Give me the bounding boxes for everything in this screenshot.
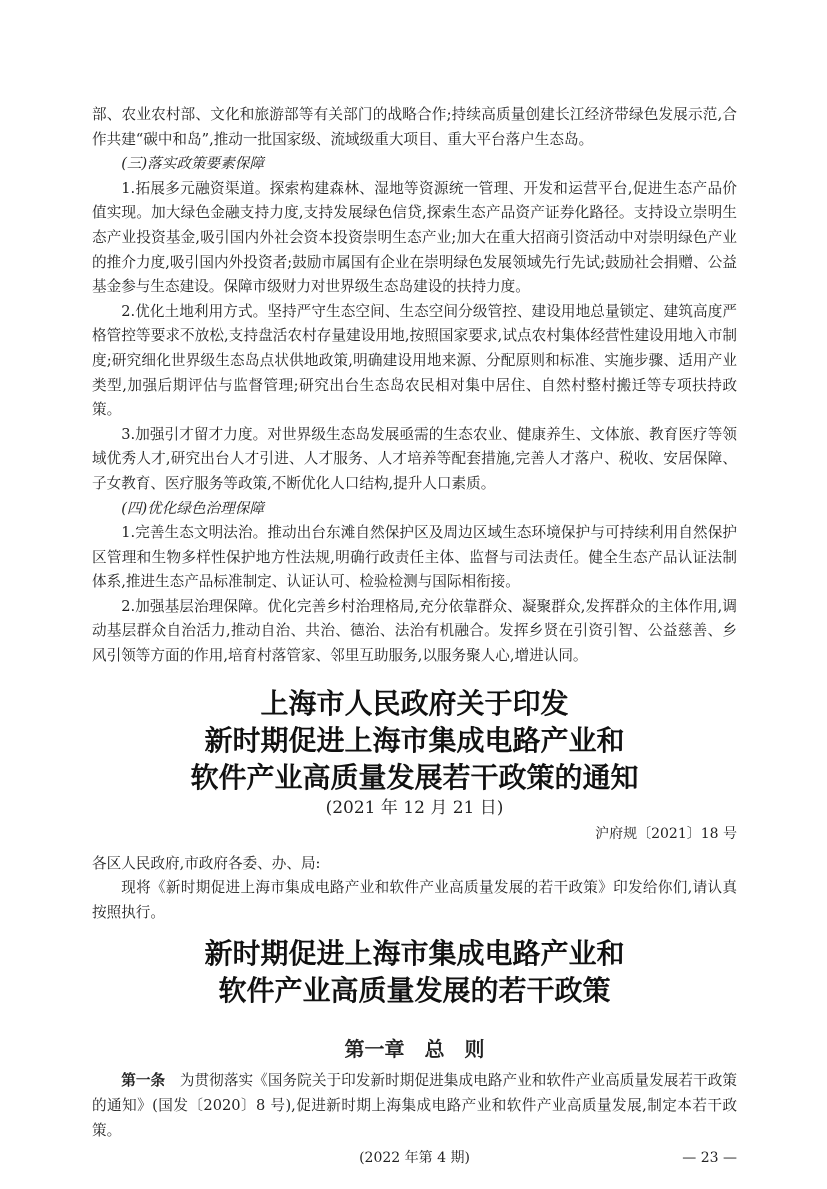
paragraph: 3.加强引才留才力度。对世界级生态岛发展亟需的生态农业、健康养生、文体旅、教育医疗等领域优秀人才,研究出台人才引进、人才服务、人才培养等配套措施,完善人才落户、税收、安居保障、子女教育、医疗服务等政策,不断优化人口结构,提升人口素质。 — [92, 425, 737, 492]
paragraph: 2.优化土地利用方式。坚持严守生态空间、生态空间分级管控、建设用地总量锁定、建筑高度严格管控等要求不放松,支持盘活农村存量建设用地,按照国家要求,试点农村集体经营性建设用地入市制度;研究细化世界级生态岛点状供地政策,明确建设用地来源、分配原则和标准、实施步骤、适用产业类型,加强后期评估与监督管理;研究出台生态岛农民相对集中居住、自然村整村搬迁等专项扶持政策。 — [92, 302, 737, 419]
article-label: 第一条 — [121, 1072, 166, 1090]
title-line: 软件产业高质量发展若干政策的通知 — [190, 760, 639, 794]
page-number: — 23 — — [682, 1150, 737, 1167]
notice-body — [92, 852, 737, 926]
section-heading: (四)优化绿色治理保障 — [121, 499, 264, 517]
paragraph: 部、农业农村部、文化和旅游部等有关部门的战略合作;持续高质量创建长江经济带绿色发展示范,合作共建“碳中和岛”,推动一批国家级、流域级重大项目、重大平台落户生态岛。 — [92, 106, 737, 148]
title-line: 上海市人民政府关于印发 — [260, 686, 569, 720]
document-number: 沪府规〔2021〕18 号 — [595, 825, 737, 842]
article-1 — [92, 1069, 737, 1143]
notice-title — [92, 685, 737, 796]
title-line: 软件产业高质量发展的若干政策 — [218, 974, 611, 1008]
issue-footer: (2022 年第 4 期) — [359, 1150, 470, 1167]
salutation: 各区人民政府,市政府各委、办、局: — [92, 854, 321, 872]
notice-date: (2021 年 12 月 21 日) — [325, 797, 504, 818]
policy-title — [92, 935, 737, 1009]
title-line: 新时期促进上海市集成电路产业和 — [204, 723, 625, 757]
paragraph: 2.加强基层治理保障。优化完善乡村治理格局,充分依靠群众、凝聚群众,发挥群众的主体作用,调动基层群众自治活力,推动自治、共治、德治、法治有机融合。发挥乡贤在引资引智、公益慈善、乡风引领等方面的作用,培育村落管家、邻里互助服务,以服务聚人心,增进认同。 — [92, 597, 737, 665]
previous-article-section — [92, 103, 737, 669]
title-line: 新时期促进上海市集成电路产业和 — [204, 937, 625, 971]
section-heading: (三)落实政策要素保障 — [121, 155, 264, 173]
chapter-heading: 第一章 总 则 — [344, 1037, 485, 1062]
paragraph: 现将《新时期促进上海市集成电路产业和软件产业高质量发展的若干政策》印发给你们,请认真按照执行。 — [92, 879, 737, 921]
article-text: 为贯彻落实《国务院关于印发新时期促进集成电路产业和软件产业高质量发展若干政策的通知》(国发〔2020〕8 号),促进新时期上海集成电路产业和软件产业高质量发展,制定本若干政策。 — [92, 1072, 737, 1139]
paragraph: 1.完善生态文明法治。推动出台东滩自然保护区及周边区域生态环境保护与可持续利用自然保护区管理和生物多样性保护地方性法规,明确行政责任主体、监督与司法责任。健全生态产品认证法制体系,推进生态产品标准制定、认证认可、检验检测与国际相衔接。 — [92, 524, 737, 591]
paragraph: 1.拓展多元融资渠道。探索构建森林、湿地等资源统一管理、开发和运营平台,促进生态产品价值实现。加大绿色金融支持力度,支持发展绿色信贷,探索生态产品资产证券化路径。支持设立崇明生态产业投资基金,吸引国内外社会资本投资崇明生态产业;加大在重大招商引资活动中对崇明绿色产业的推介力度,吸引国内外投资者;鼓励市属国有企业在崇明绿色发展领域先行先试;鼓励社会捐赠、公益基金参与生态建设。保障市级财力对世界级生态岛建设的扶持力度。 — [92, 179, 737, 296]
page-footer — [92, 1147, 737, 1169]
